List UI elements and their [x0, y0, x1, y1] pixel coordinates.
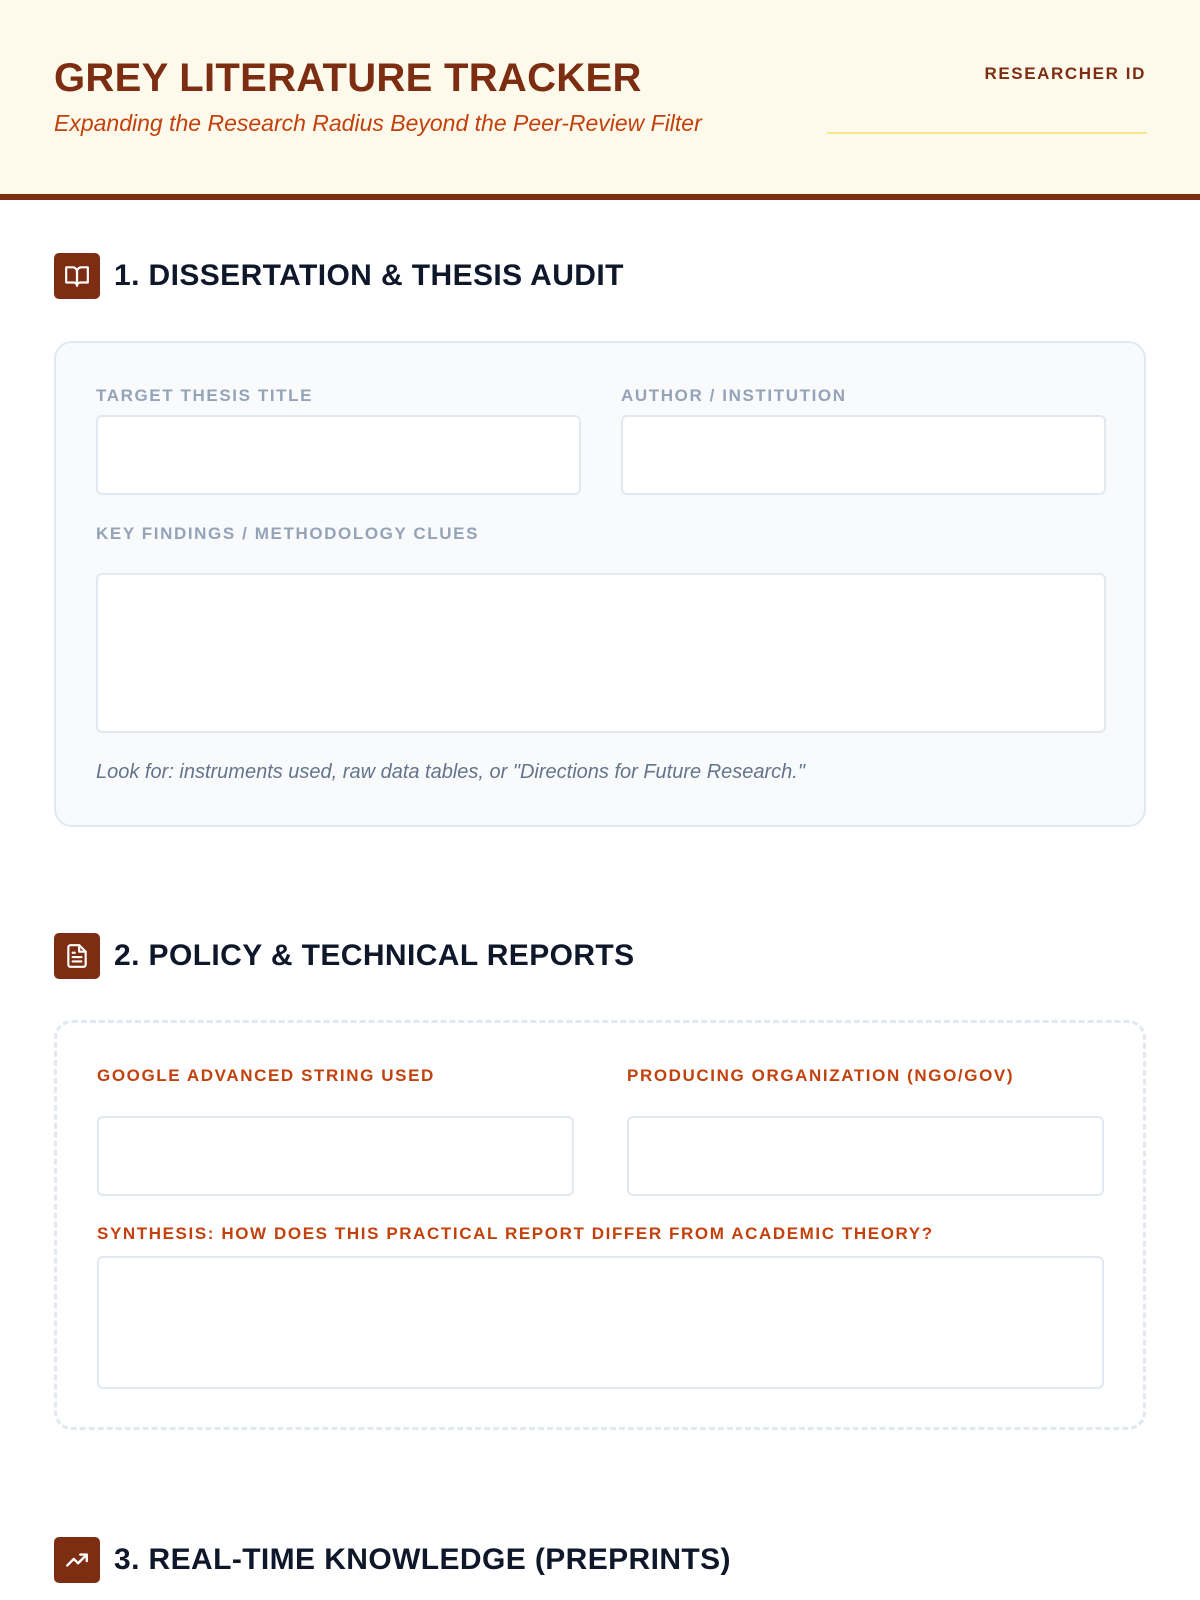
researcher-id-input[interactable] — [827, 96, 1147, 134]
dissertation-audit-card — [54, 341, 1146, 827]
producing-organization-input[interactable] — [627, 1116, 1104, 1196]
researcher-id-label: RESEARCHER ID — [984, 64, 1146, 83]
author-institution-label: AUTHOR / INSTITUTION — [621, 386, 847, 405]
section-1-title: 1. DISSERTATION & THESIS AUDIT — [114, 259, 624, 292]
policy-reports-card — [54, 1020, 1146, 1430]
trending-up-icon — [54, 1537, 100, 1583]
google-string-label: GOOGLE ADVANCED STRING USED — [97, 1066, 435, 1085]
section-3-heading — [54, 1537, 731, 1583]
look-for-hint: Look for: instruments used, raw data tables, or "Directions for Future Research." — [96, 761, 805, 783]
thesis-title-label: TARGET THESIS TITLE — [96, 386, 314, 405]
section-2-heading — [54, 933, 635, 979]
file-text-icon — [54, 933, 100, 979]
section-2-title: 2. POLICY & TECHNICAL REPORTS — [114, 939, 635, 972]
page-subtitle: Expanding the Research Radius Beyond the Peer-Review Filter — [54, 110, 702, 136]
synthesis-label: SYNTHESIS: HOW DOES THIS PRACTICAL REPORT DIFFER FROM ACADEMIC THEORY? — [97, 1224, 934, 1243]
book-open-icon — [54, 253, 100, 299]
section-3-title: 3. REAL-TIME KNOWLEDGE (PREPRINTS) — [114, 1543, 731, 1576]
page-header — [0, 0, 1200, 200]
key-findings-textarea[interactable] — [96, 573, 1106, 733]
producing-organization-label: PRODUCING ORGANIZATION (NGO/GOV) — [627, 1066, 1015, 1085]
section-1-heading — [54, 253, 624, 299]
synthesis-textarea[interactable] — [97, 1256, 1104, 1389]
key-findings-label: KEY FINDINGS / METHODOLOGY CLUES — [96, 524, 480, 543]
thesis-title-input[interactable] — [96, 415, 581, 495]
author-institution-input[interactable] — [621, 415, 1106, 495]
google-string-input[interactable] — [97, 1116, 574, 1196]
page-title: GREY LITERATURE TRACKER — [54, 56, 642, 100]
